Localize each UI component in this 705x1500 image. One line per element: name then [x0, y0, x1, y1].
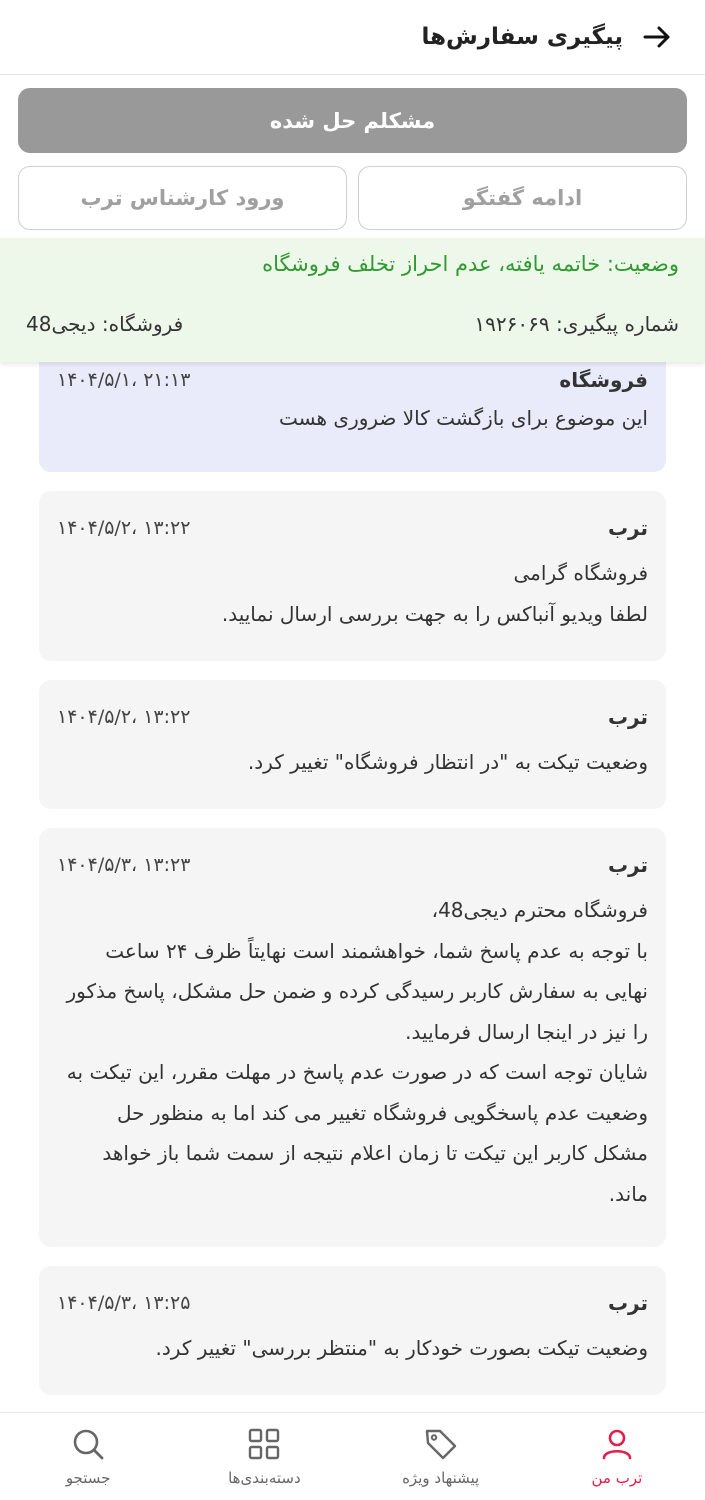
message-card: [39, 680, 666, 809]
bottom-nav: [0, 1412, 705, 1500]
message-card: [39, 345, 666, 472]
nav-label: جستجو: [65, 1469, 111, 1487]
resolved-button[interactable]: مشکلم حل شده: [18, 88, 687, 153]
nav-label: دسته‌بندی‌ها: [228, 1469, 301, 1487]
page-title: پیگیری سفارش‌ها: [421, 24, 623, 50]
grid-icon: [245, 1425, 283, 1463]
action-buttons: [18, 166, 687, 230]
nav-special-offer[interactable]: [353, 1413, 529, 1500]
nav-my-torob[interactable]: [529, 1413, 705, 1500]
message-sender: ترب: [607, 853, 648, 877]
app-header: [0, 0, 705, 75]
message-body: وضعیت تیکت بصورت خودکار به "منتظر بررسی" تغییر کرد.: [155, 1336, 648, 1360]
ticket-info: [26, 312, 679, 336]
continue-chat-button[interactable]: ادامه گفتگو: [358, 166, 687, 230]
message-body: فروشگاه گرامی لطفا ویدیو آنباکس را به جهت بررسی ارسال نمایید.: [221, 561, 648, 626]
message-sender: ترب: [607, 1291, 648, 1315]
message-meta: [57, 692, 648, 742]
message-time: ۱۴۰۴/۵/۲، ۱۳:۲۲: [57, 517, 191, 539]
message-sender: ترب: [607, 516, 648, 540]
search-icon: [69, 1425, 107, 1463]
store-name: فروشگاه: دیجی48: [26, 312, 184, 336]
message-card: [39, 491, 666, 661]
message-card: [39, 828, 666, 1247]
tracking-number: شماره پیگیری: ۱۹۲۶۰۶۹: [474, 312, 679, 336]
nav-label: ترب من: [591, 1469, 643, 1487]
message-meta: [57, 503, 648, 553]
message-sender: ترب: [607, 705, 648, 729]
message-meta: [57, 1278, 648, 1328]
nav-search[interactable]: [0, 1413, 176, 1500]
message-time: ۱۴۰۴/۵/۳، ۱۳:۲۵: [57, 1292, 191, 1314]
message-body: این موضوع برای بازگشت کالا ضروری هست: [279, 406, 648, 430]
message-card: [39, 1266, 666, 1395]
message-time: ۱۴۰۴/۵/۱، ۲۱:۱۳: [57, 369, 191, 391]
expert-entry-button[interactable]: ورود کارشناس ترب: [18, 166, 347, 230]
user-icon: [598, 1425, 636, 1463]
message-meta: [57, 362, 648, 398]
message-body: وضعیت تیکت به "در انتظار فروشگاه" تغییر کرد.: [247, 750, 648, 774]
message-time: ۱۴۰۴/۵/۲، ۱۳:۲۲: [57, 706, 191, 728]
message-sender: فروشگاه: [559, 368, 648, 392]
nav-label: پیشنهاد ویژه: [402, 1469, 480, 1487]
back-button[interactable]: [637, 17, 677, 57]
message-meta: [57, 840, 648, 890]
status-banner: [0, 238, 705, 362]
ticket-status: وضعیت: خاتمه یافته، عدم احراز تخلف فروشگاه: [262, 252, 679, 276]
nav-categories[interactable]: [176, 1413, 352, 1500]
arrow-right-icon: [641, 21, 673, 53]
message-body: فروشگاه محترم دیجی48، با توجه به عدم پاسخ شما، خواهشمند است نهایتاً ظرف ۲۴ ساعت نهایی به سفارش کاربر رسیدگی کرده و ضمن حل مشکل، پاسخ مذکور را نیز در اینجا ارسال فرمایید. شایان توجه است که در صورت عدم پاسخ در مهلت مقرر، این تیکت به وضعیت عدم پاسخگویی فروشگاه تغییر می کند اما به منظور حل مشکل کاربر این تیکت تا زمان اعلام نتیجه از سمت شما باز خواهد ماند.: [66, 898, 648, 1206]
tag-icon: [422, 1425, 460, 1463]
message-time: ۱۴۰۴/۵/۳، ۱۳:۲۳: [57, 854, 191, 876]
